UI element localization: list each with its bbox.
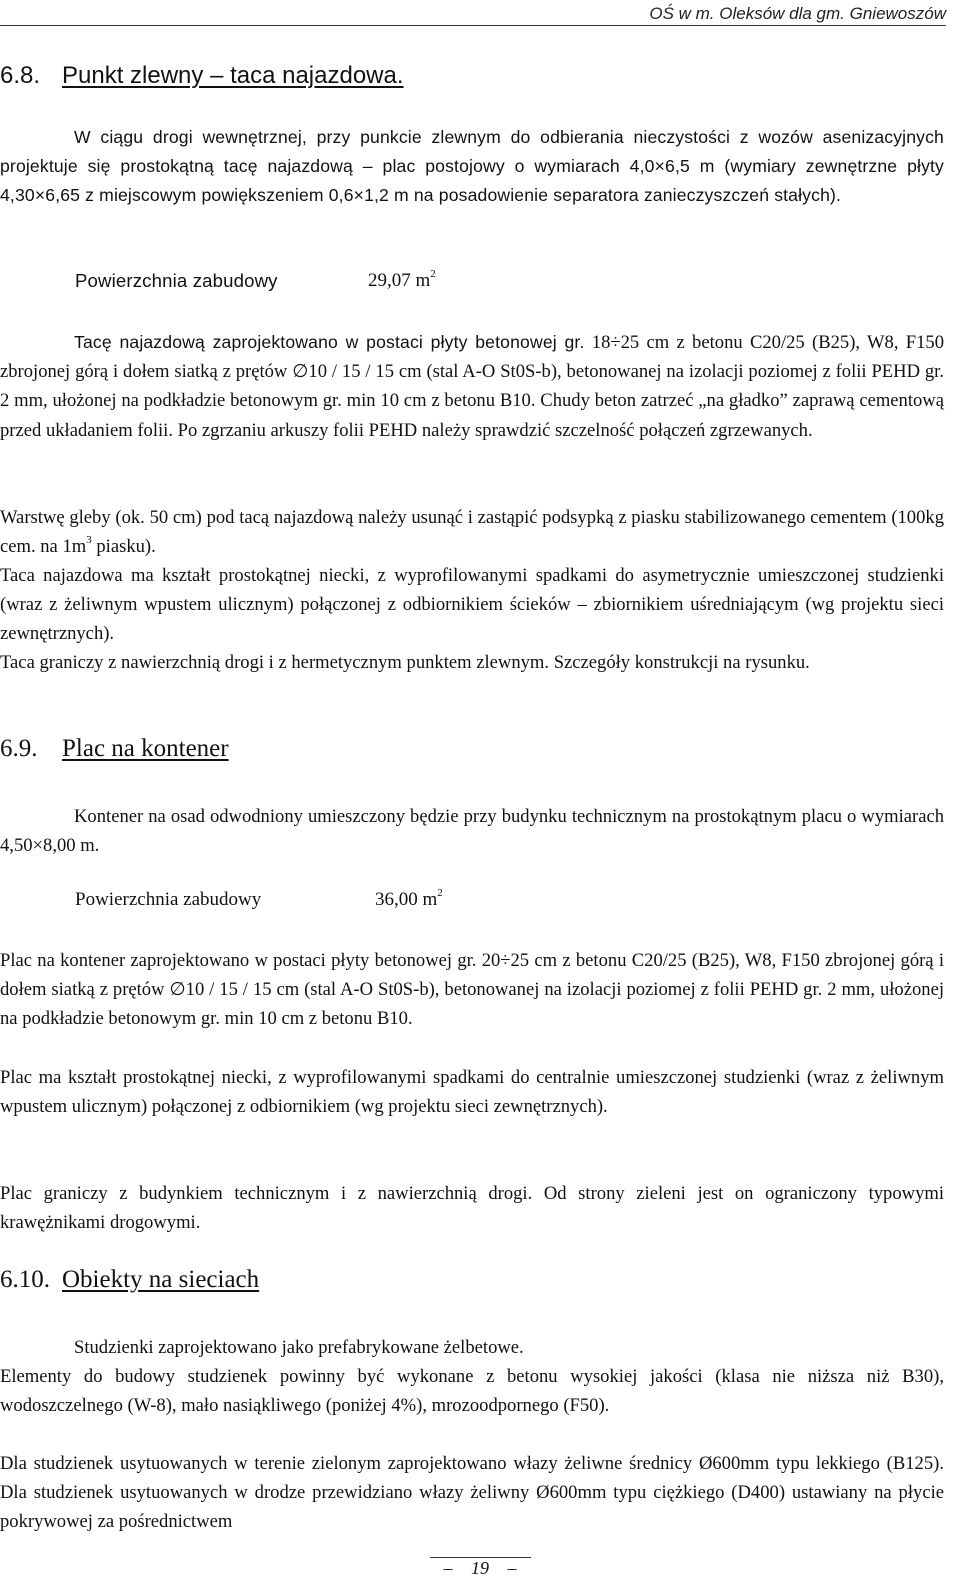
paragraph-6-9-borders: Plac graniczy z budynkiem technicznym i z nawierzchnią drogi. Od strony zieleni jest on ograniczony typowymi krawężnikami drogowymi. (0, 1183, 944, 1234)
paragraph-6-8-soil: Warstwę gleby (ok. 50 cm) pod tacą najazdową należy usunąć i zastąpić podsypką z piasku stabilizowanego cementem (100kg cem. na $1m^3$ piasku). (0, 507, 944, 558)
paragraph-6-10-materials: Elementy do budowy studzienek powinny być wykonane z betonu wysokiej jakości (klasa nie niższa niż B30), wodoszczelnego (W-8), mało nasiąkliwego (poniżej 4%), mrozoodpornego (F50). (0, 1366, 944, 1417)
area-value: 29,07 $m^2$ (368, 267, 436, 291)
paragraph-6-9-construction: Plac na kontener zaprojektowano w postaci płyty betonowej gr. 20÷25 cm z betonu C20/25 (B25), W8, F150 zbrojonej górą i dołem siatką z prętów ∅10 / 15 / 15 cm (stal A-O St0S-b), betonowanej na izolacji poziomej z folii PEHD gr. 2 mm, ułożonej na podkładzie betonowym gr. min 10 cm z betonu B10. (0, 950, 944, 1030)
paragraph-6-10-manholes: Dla studzienek usytuowanych w terenie zielonym zaprojektowano włazy żeliwne średnicy Ø600mm typu lekkiego (B125). Dla studzienek usytuowanych w drodze przewidziano włazy żeliwny Ø600mm typu ciężkiego (D400) ustawiany na płycie pokrywowej za pośrednictwem (0, 1453, 944, 1533)
paragraph-6-9-shape: Plac ma kształt prostokątnej niecki, z wyprofilowanymi spadkami do centralnie umieszczonej studzienki (wraz z żeliwnym wpustem ulicznym) połączonej z odbiornikiem (wg projektu sieci zewnętrznych). (0, 1067, 944, 1118)
section-heading-6-10 (0, 1266, 259, 1294)
page-footer (0, 1558, 960, 1579)
area-label: Powierzchnia zabudowy (75, 270, 278, 291)
paragraph-6-8-construction: Tacę najazdową zaprojektowano w postaci płyty betonowej gr. 18÷25 cm z betonu C20/25 (B25), W8, F150 zbrojonej górą i dołem siatką z prętów ∅10 / 15 / 15 cm (stal A-O St0S-b), betonowanej na izolacji poziomej z folii PEHD gr. 2 mm, ułożonej na podkładzie betonowym gr. min 10 cm z betonu B10. Chudy beton zatrzeć „na gładko” zaprawą cementową przed układaniem folii. Po zgrzaniu arkuszy folii PEHD należy sprawdzić szczelność połączeń zgrzewanych. (0, 332, 945, 441)
section-title: Punkt zlewny – taca najazdowa. (62, 62, 404, 89)
section-number: 6.9. (0, 735, 38, 762)
paragraph-6-9-intro: Kontener na osad odwodniony umieszczony będzie przy budynku technicznym na prostokątnym placu o wymiarach 4,50×8,00 m. (0, 806, 944, 857)
section-heading-6-8 (0, 62, 404, 90)
area-row-6-8 (75, 267, 436, 293)
paragraph-6-10-intro: Studzienki zaprojektowano jako prefabrykowane żelbetowe. (74, 1337, 524, 1358)
paragraph-6-8-borders: Taca graniczy z nawierzchnią drogi i z hermetycznym punktem zlewnym. Szczegóły konstrukcji na rysunku. (0, 652, 810, 673)
section-heading-6-9 (0, 735, 229, 763)
paragraph-6-8-intro: W ciągu drogi wewnętrznej, przy punkcie zlewnym do odbierania nieczystości z wozów asenizacyjnych projektuje się prostokątną tacę najazdową – plac postojowy o wymiarach 4,0×6,5 m (wymiary zewnętrzne płyty 4,30×6,65 z miejscowym powiększeniem 0,6×1,2 m na posadowienie separatora zanieczyszczeń stałych). (0, 127, 944, 206)
paragraph-6-8-shape: Taca najazdowa ma kształt prostokątnej niecki, z wyprofilowanymi spadkami do asymetrycznie umieszczonej studzienki (wraz z żeliwnym wpustem ulicznym) połączonej z odbiornikiem ścieków – zbiornikiem uśredniającym (wg projektu sieci zewnętrznych). (0, 565, 944, 645)
area-row-6-9 (75, 886, 443, 911)
area-value: 36,00 $m^2$ (375, 886, 443, 910)
section-number: 6.10. (0, 1266, 50, 1293)
section-title: Obiekty na sieciach (62, 1266, 260, 1293)
section-number: 6.8. (0, 62, 41, 89)
area-label: Powierzchnia zabudowy (75, 889, 262, 910)
page-header: OŚ w m. Oleksów dla gm. Gniewoszów (0, 4, 946, 26)
page-number: – 19 – (430, 1557, 531, 1578)
section-title: Plac na kontener (62, 735, 229, 762)
